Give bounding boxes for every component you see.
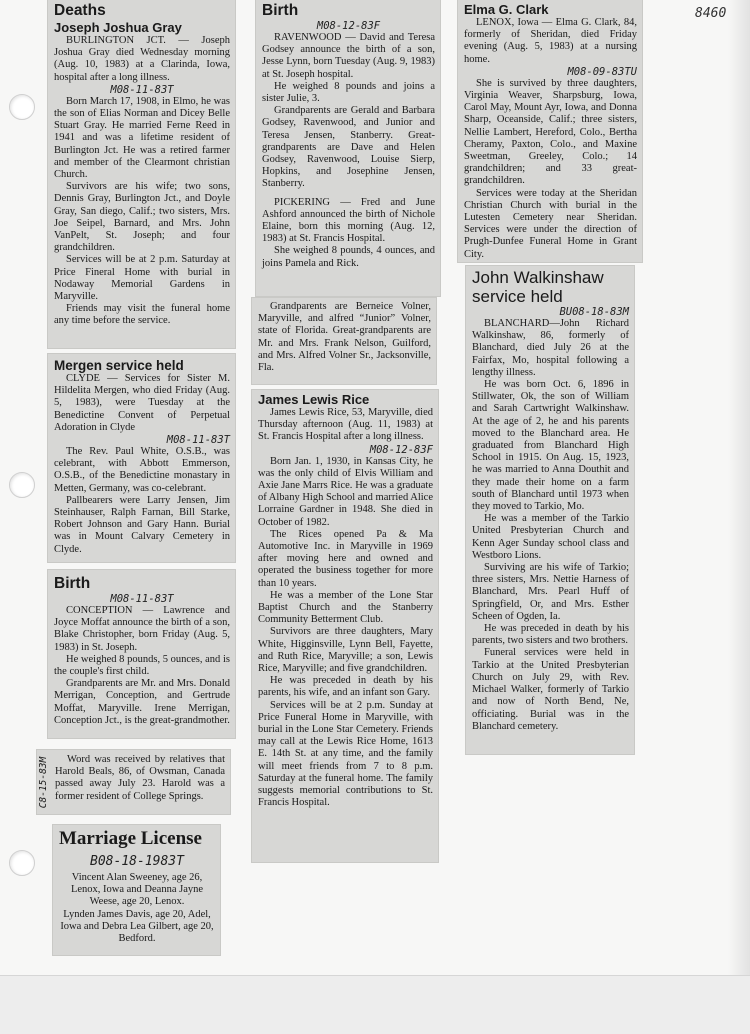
clipping-birth-moffat — [48, 570, 235, 738]
paragraph: The Rev. Paul White, O.S.B., was celebrant, with Abbott Emmerson, O.S.B., of the Benedictine monastary in Metten, Germany, was co-celebrant. — [54, 446, 230, 494]
clipping-rice-obituary — [252, 390, 438, 862]
paragraph: CLYDE — Services for Sister M. Hildelita Mergen, who died Friday (Aug. 5, 1983), were Tuesday at the Benedictine Convent of Perpetual Adoration in Clyde — [54, 373, 230, 433]
paragraph: Friends may visit the funeral home any time before the service. — [54, 303, 230, 327]
paragraph: He was preceded in death by his parents, two sisters and two brothers. — [472, 623, 629, 647]
paragraph: Services will be at 2 p.m. Saturday at Price Fineral Home with burial in Nodaway Memorial Gardens in Maryville. — [54, 254, 230, 303]
handwritten-date-note: M08-11-83T — [110, 593, 174, 605]
paragraph: BURLINGTON JCT. — Joseph Joshua Gray died Wednesday morning (Aug. 10, 1983) at a Clarinda, Iowa, hospital after a long illness. — [54, 35, 230, 83]
handwritten-date-note: M08-09-83TU — [567, 65, 637, 78]
obituary-name: James Lewis Rice — [258, 392, 370, 407]
paragraph: Survivors are his wife; two sons, Dennis Gray, Burlington Jct., and Doyle Gray, San diego, Calif.; two sisters, Mrs. Joe Seipel, Barnard, and Mrs. John VanPelt, St. Joseph; and four grandchildren. — [54, 181, 230, 254]
paragraph: Funeral services were held in Tarkio at the United Presbyterian Church on July 29, with Rev. Michael Walker, formerly of Tarkio and now of North Bend, Ne, officiating. Burial was in the Blanchard cemetery. — [472, 647, 629, 732]
handwritten-side-note: C8-15-83M — [38, 756, 50, 808]
paragraph: Services will be at 2 p.m. Sunday at Price Funeral Home in Maryville, with burial in the Lone Star Cemetery. Friends may call at the Lewis Rice Home, 1613 E. 14th St. at any time, and the family will meet friends from 7 to 8 p.m. Saturday at the funeral home. The family suggests memorial contributions to St. Francis Hospital. — [258, 699, 433, 809]
handwritten-date-note: B08-18-1983T — [90, 854, 184, 869]
paragraph: RAVENWOOD — David and Teresa Godsey announce the birth of a son, Jesse Lynn, born Tuesday (Aug. 9, 1983) at St. Joseph hospital. — [262, 32, 435, 80]
paragraph: He weighed 8 pounds and joins a sister Julie, 3. — [262, 80, 435, 105]
clipping-birth-godsey-ashford — [256, 0, 440, 296]
page-edge-shadow — [728, 0, 750, 975]
handwritten-date-note: M08-11-83T — [110, 83, 174, 96]
paragraph: Grandparents are Berneice Volner, Maryville, and alfred “Junior” Volner, state of Florida. Great-grandparents are Mr. and Mrs. Frank Nelson, Guilford, and Mrs. Alfred Volner Sr., Jacksonville, Fla. — [258, 301, 431, 374]
obituary-name: Elma G. Clark — [464, 2, 549, 17]
marriage-license-heading: Marriage License — [59, 828, 202, 849]
handwritten-date-note: BU08-18-83M — [559, 306, 629, 318]
paragraph: LENOX, Iowa — Elma G. Clark, 84, formerly of Sheridan, died Friday evening (Aug. 5, 1983) at a nursing home. — [464, 17, 637, 65]
paragraph: Grandparents are Mr. and Mrs. Donald Merrigan, Conception, and Gertrude Moffat, Maryville. Irene Merrigan, Conception Jct., is the great-grandmother. — [54, 678, 230, 726]
paragraph: Surviving are his wife of Tarkio; three sisters, Mrs. Nettie Harness of Blanchard, Mrs. Pearl Huff of Springfield, Or, and Mrs. Esther Scheen of Ogden, Ia. — [472, 562, 629, 622]
obituary-heading: John Walkinshaw service held — [472, 268, 604, 306]
paragraph: James Lewis Rice, 53, Maryville, died Thursday afternoon (Aug. 11, 1983) at St. Francis Hospital after a long illness. — [258, 407, 433, 443]
clipping-mergen-service — [48, 354, 235, 562]
obituary-name: Joseph Joshua Gray — [54, 20, 182, 35]
paragraph: He was a member of the Lone Star Baptist Church and the Stanberry Community Betterment Club. — [258, 589, 433, 626]
page-bottom-strip — [0, 975, 750, 1034]
clipping-volner-grandparents — [252, 298, 436, 384]
paragraph: He was preceded in death by his parents, his wife, and an infant son Gary. — [258, 675, 433, 699]
section-heading-deaths: Deaths — [54, 2, 106, 19]
paragraph: Word was received by relatives that Harold Beals, 86, of Owsman, Canada passed away July 23. Harold was a former resident of College Springs. — [55, 754, 225, 802]
paragraph: The Rices opened Pa & Ma Automotive Inc. in Maryville in 1969 after moving here and owned and operated the business together for more than 10 years. — [258, 528, 433, 589]
clipping-marriage-license — [53, 825, 220, 955]
paragraph: He weighed 8 pounds, 5 ounces, and is the couple's first child. — [54, 653, 230, 678]
handwritten-date-note: M08-11-83T — [166, 434, 230, 447]
paragraph: Pallbearers were Larry Jensen, Jim Steinhauser, Ralph Farnan, Bill Starke, Robert Johnson and Gary Hann. Burial was in Mount Calvary Cemetery in Clyde. — [54, 494, 230, 555]
paragraph: Lynden James Davis, age 20, Adel, Iowa and Debra Lea Gilbert, age 20, Bedford. — [60, 908, 214, 945]
obituary-name: Mergen service held — [54, 358, 184, 373]
paragraph: Grandparents are Gerald and Barbara Godsey, Ravenwood, and Junior and Teresa Jensen, Stanberry. Great-grandparents are Dave and Helen Godsey, Ravenwood, Louise Sierp, Hopkins, and Josephine Jensen, Stanberry. — [262, 105, 435, 190]
clipping-gray-obituary — [48, 0, 235, 348]
paragraph: He was a member of the Tarkio United Presbyterian Church and Kenn Ager Sunday school class and Westboro Lions. — [472, 513, 629, 561]
section-heading-birth: Birth — [54, 575, 91, 592]
paragraph: Services were today at the Sheridan Christian Church with burial in the Lutesten Cemetery near Sheridan. Services were under the direction of Prugh-Dunfee Funeral Home in Grant City. — [464, 187, 637, 260]
binder-hole-icon — [9, 94, 35, 120]
binder-hole-icon — [9, 472, 35, 498]
handwritten-date-note: M08-12-83F — [369, 443, 433, 456]
paragraph: He was born Oct. 6, 1896 in Stillwater, Ok, the son of William and Sarah Cartwright Walkinshaw. At the age of 2, he and his parents moved to the Blanchard area. He graduated from Blanchard High School in 1915. On Aug. 15, 1923, he was married to Anna Douthit and they made their home on a farm south of Blanchard until 1973 when they moved to Tarkio, Mo. — [472, 379, 629, 513]
clipping-walkinshaw-service — [466, 266, 634, 754]
paragraph: BLANCHARD—John Richard Walkinshaw, 86, formerly of Blanchard, died July 26 at the Fairfax, Mo, hospital following a lengthy illness. — [472, 318, 629, 378]
page-number-note: 8460 — [695, 6, 727, 21]
paragraph: Survivors are three daughters, Mary White, Higginsville, Lynn Bell, Fayette, and Ruth Rice, Maryville; a son, Lewis Rice, Maryville; and five grandchildren. — [258, 626, 433, 675]
section-heading-birth: Birth — [262, 2, 299, 19]
paragraph: She weighed 8 pounds, 4 ounces, and joins Pamela and Rick. — [262, 245, 435, 269]
paragraph: Born March 17, 1908, in Elmo, he was the son of Elias Norman and Dicey Belle Stuart Gray. He married Ferne Reed in 1941 and was a lifetime resident of Burlington Jct. He was a retired farmer and member of the Clearmont christian Church. — [54, 95, 230, 181]
handwritten-date-note: M08-12-83F — [316, 20, 381, 32]
paragraph: Vincent Alan Sweeney, age 26, Lenox, Iowa and Deanna Jayne Weese, age 20, Lenox. — [70, 872, 204, 908]
clipping-clark-obituary — [458, 0, 642, 262]
paragraph: CONCEPTION — Lawrence and Joyce Moffat announce the birth of a son, Blake Christopher, born Friday (Aug. 5, 1983) in St. Joseph. — [54, 605, 230, 653]
paragraph: Born Jan. 1, 1930, in Kansas City, he was the only child of Elvis William and Axie Jane Marrs Rice. He was a graduate of Albany High School and married Alice Lorraine Gardner in 1948. She died in October of 1982. — [258, 455, 433, 528]
binder-hole-icon — [9, 850, 35, 876]
clipping-beals-notice — [37, 750, 230, 814]
paragraph: PICKERING — Fred and June Ashford announced the birth of Nichole Elaine, born this morning (Aug. 12, 1983) at St. Francis Hospital. — [262, 196, 435, 245]
paragraph: She is survived by three daughters, Virginia Weaver, Sharpsburg, Iowa, Carol May, Mount Ayr, Iowa, and Donna Sharp, Oceanside, Calif.; three sisters, Nellie Lambert, Hereford, Colo., Bertha Cheramy, Paxton, Colo., and Maxine Sweetman, Greeley, Colo.; 14 grandchildren; and 33 great-grandchildren. — [464, 77, 637, 187]
